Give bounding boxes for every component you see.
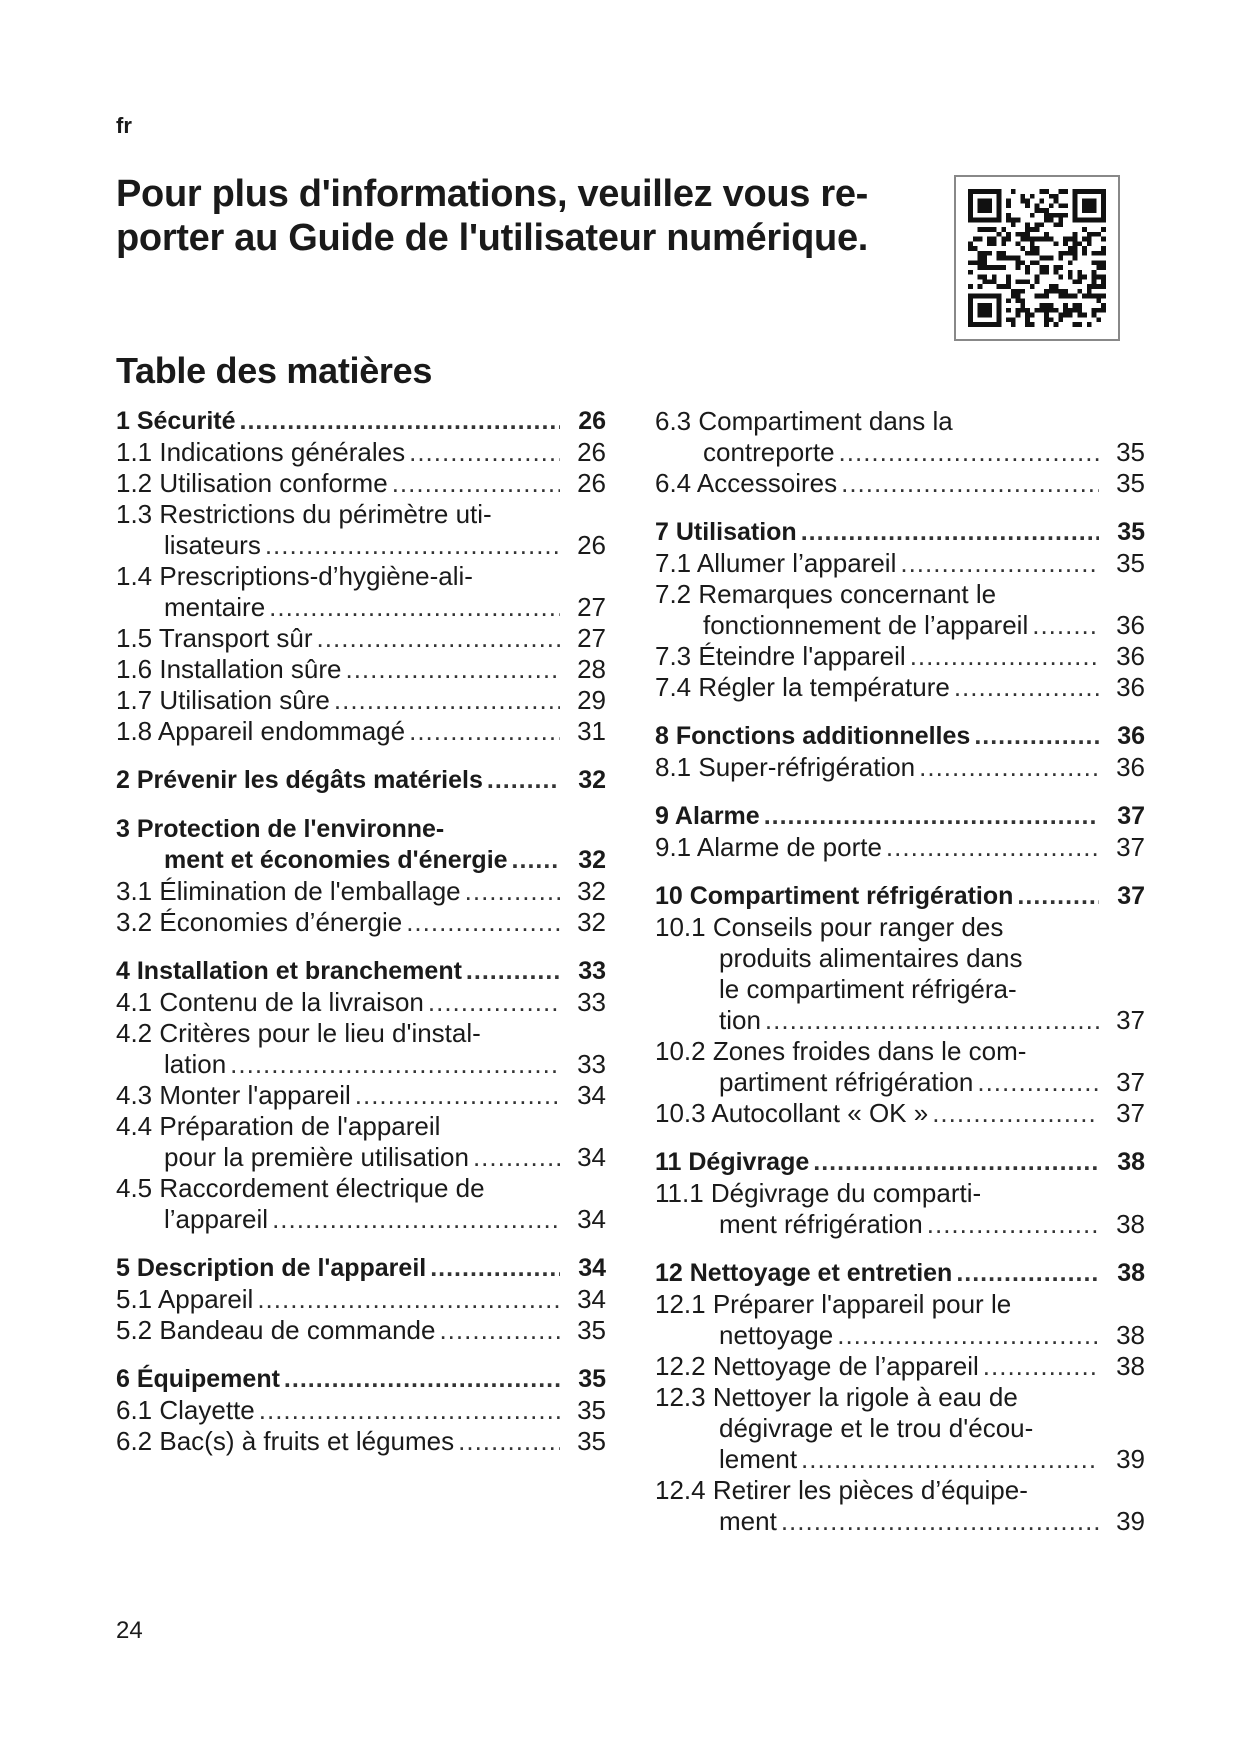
dot-leader bbox=[841, 468, 1099, 499]
toc-entry-text: 1 Sécurité bbox=[116, 407, 236, 435]
toc-section bbox=[655, 721, 1145, 783]
toc-entry-text: 1.3 Restrictions du périmètre uti- bbox=[116, 499, 492, 529]
toc-page-number: 35 bbox=[1116, 468, 1145, 498]
dot-leader bbox=[487, 765, 560, 796]
toc-entry-text: tion bbox=[719, 1005, 761, 1035]
toc-entry-text: produits alimentaires dans bbox=[719, 943, 1023, 973]
toc-subentry[interactable] bbox=[116, 685, 606, 716]
toc-section bbox=[116, 956, 606, 1235]
toc-page-number: 32 bbox=[577, 907, 606, 937]
toc-entry-text: 7.4 Régler la température bbox=[655, 672, 950, 702]
toc-subentry[interactable] bbox=[116, 1080, 606, 1111]
toc-section bbox=[655, 801, 1145, 863]
dot-leader bbox=[392, 468, 560, 499]
dot-leader bbox=[1017, 881, 1099, 912]
toc-page-number: 39 bbox=[1116, 1444, 1145, 1474]
toc-page-number: 26 bbox=[578, 407, 606, 435]
dot-leader bbox=[765, 1005, 1099, 1036]
language-label: fr bbox=[116, 113, 132, 138]
dot-leader bbox=[932, 1098, 1099, 1129]
toc-section bbox=[116, 1364, 606, 1457]
toc-page-number: 39 bbox=[1116, 1506, 1145, 1536]
dot-leader bbox=[272, 1204, 560, 1235]
toc-page-number: 34 bbox=[577, 1080, 606, 1110]
toc-subentry[interactable] bbox=[116, 654, 606, 685]
toc-entry-text: 5 Description de l'appareil bbox=[116, 1254, 427, 1282]
dot-leader bbox=[473, 1142, 560, 1173]
toc-subentry[interactable] bbox=[655, 1289, 1145, 1351]
toc-chapter[interactable] bbox=[655, 1147, 1145, 1178]
toc-entry-text: 1.6 Installation sûre bbox=[116, 654, 342, 684]
toc-chapter[interactable] bbox=[116, 1253, 606, 1284]
toc-page-number: 36 bbox=[1116, 752, 1145, 782]
toc-entry-text: 9.1 Alarme de porte bbox=[655, 832, 882, 862]
toc-page-number: 34 bbox=[578, 1254, 606, 1282]
toc-entry-text: 12.4 Retirer les pièces d’équipe- bbox=[655, 1475, 1028, 1505]
toc-page-number: 35 bbox=[578, 1365, 606, 1393]
toc-subentry[interactable] bbox=[116, 1111, 606, 1173]
toc-entry-text: 11 Dégivrage bbox=[655, 1148, 810, 1176]
toc-page-number: 34 bbox=[577, 1284, 606, 1314]
toc-entry-text: 1.8 Appareil endommagé bbox=[116, 716, 406, 746]
dot-leader bbox=[954, 672, 1099, 703]
dot-leader bbox=[269, 592, 560, 623]
toc-page-number: 36 bbox=[1116, 641, 1145, 671]
toc-subentry[interactable] bbox=[655, 1036, 1145, 1098]
toc-section bbox=[116, 814, 606, 938]
toc-subentry[interactable] bbox=[655, 548, 1145, 579]
dot-leader bbox=[406, 907, 560, 938]
dot-leader bbox=[781, 1506, 1099, 1537]
toc-page-number: 35 bbox=[577, 1426, 606, 1456]
toc-entry-text: 11.1 Dégivrage du comparti- bbox=[655, 1178, 982, 1208]
toc-subentry[interactable] bbox=[116, 1284, 606, 1315]
toc-page-number: 36 bbox=[1116, 672, 1145, 702]
toc-chapter[interactable] bbox=[655, 1258, 1145, 1289]
toc-entry-text: 8 Fonctions additionnelles bbox=[655, 722, 971, 750]
toc-page-number: 28 bbox=[577, 654, 606, 684]
toc-subentry[interactable] bbox=[116, 1395, 606, 1426]
toc-page-number: 27 bbox=[577, 592, 606, 622]
dot-leader bbox=[813, 1147, 1099, 1178]
toc-entry-text: 6.4 Accessoires bbox=[655, 468, 838, 498]
toc-subentry[interactable] bbox=[116, 987, 606, 1018]
toc-entry-text: 1.4 Prescriptions-d’hygiène-ali- bbox=[116, 561, 473, 591]
dot-leader bbox=[465, 876, 560, 907]
toc-entry-text: 8.1 Super-réfrigération bbox=[655, 752, 916, 782]
dot-leader bbox=[409, 716, 560, 747]
toc-page-number: 38 bbox=[1116, 1320, 1145, 1350]
toc-entry-text: 10.1 Conseils pour ranger des bbox=[655, 912, 1004, 942]
toc-page-number: 33 bbox=[577, 1049, 606, 1079]
qr-code-icon bbox=[954, 175, 1120, 341]
toc-section bbox=[655, 881, 1145, 1129]
dot-leader bbox=[956, 1258, 1099, 1289]
toc-left-column bbox=[116, 406, 606, 1475]
toc-page-number: 37 bbox=[1117, 802, 1145, 830]
toc-entry-text: nettoyage bbox=[719, 1320, 834, 1350]
toc-subentry[interactable] bbox=[655, 579, 1145, 641]
dot-leader bbox=[439, 1315, 560, 1346]
toc-chapter[interactable] bbox=[116, 406, 606, 437]
qr-code-graphic bbox=[968, 189, 1106, 327]
toc-page-number: 27 bbox=[577, 623, 606, 653]
toc-subentry[interactable] bbox=[655, 1382, 1145, 1475]
toc-subentry[interactable] bbox=[655, 1178, 1145, 1240]
toc-page-number: 37 bbox=[1116, 1098, 1145, 1128]
toc-subentry[interactable] bbox=[116, 876, 606, 907]
toc-page-number: 32 bbox=[578, 766, 606, 794]
toc-entry-text: 9 Alarme bbox=[655, 802, 760, 830]
dot-leader bbox=[265, 530, 560, 561]
dot-leader bbox=[345, 654, 560, 685]
dot-leader bbox=[764, 801, 1099, 832]
toc-entry-text: 1.7 Utilisation sûre bbox=[116, 685, 330, 715]
toc-subentry[interactable] bbox=[655, 406, 1145, 468]
toc-entry-text: 6.2 Bac(s) à fruits et légumes bbox=[116, 1426, 455, 1456]
toc-entry-text: 7.2 Remarques concernant le bbox=[655, 579, 997, 609]
toc-subentry[interactable] bbox=[116, 468, 606, 499]
toc-entry-text: 4.4 Préparation de l'appareil bbox=[116, 1111, 441, 1141]
toc-entry-text: lisateurs bbox=[164, 530, 261, 560]
toc-entry-text: 10 Compartiment réfrigération bbox=[655, 882, 1014, 910]
dot-leader bbox=[927, 1209, 1099, 1240]
toc-entry-text: 4.2 Critères pour le lieu d'instal- bbox=[116, 1018, 481, 1048]
toc-subentry[interactable] bbox=[655, 1351, 1145, 1382]
toc-entry-text: 1.2 Utilisation conforme bbox=[116, 468, 388, 498]
toc-entry-text: 10.3 Autocollant « OK » bbox=[655, 1098, 929, 1128]
toc-entry-text: 12.1 Préparer l'appareil pour le bbox=[655, 1289, 1012, 1319]
dot-leader bbox=[900, 548, 1099, 579]
dot-leader bbox=[428, 987, 560, 1018]
toc-subentry[interactable] bbox=[116, 716, 606, 747]
dot-leader bbox=[801, 517, 1099, 548]
toc-section bbox=[116, 406, 606, 747]
dot-leader bbox=[910, 641, 1099, 672]
headline bbox=[116, 172, 916, 260]
toc-subentry[interactable] bbox=[655, 672, 1145, 703]
toc-page-number: 34 bbox=[577, 1142, 606, 1172]
toc-page-number: 38 bbox=[1117, 1148, 1145, 1176]
toc-title: Table des matières bbox=[116, 350, 433, 391]
toc-subentry[interactable] bbox=[116, 437, 606, 468]
dot-leader bbox=[409, 437, 560, 468]
dot-leader bbox=[837, 1320, 1099, 1351]
toc-page-number: 32 bbox=[577, 876, 606, 906]
toc-subentry[interactable] bbox=[116, 907, 606, 938]
toc-entry-text: ment et économies d'énergie bbox=[164, 846, 508, 874]
toc-page-number: 35 bbox=[1117, 518, 1145, 546]
dot-leader bbox=[240, 406, 560, 437]
toc-entry-text: partiment réfrigération bbox=[719, 1067, 974, 1097]
toc-entry-text: 6.1 Clayette bbox=[116, 1395, 255, 1425]
toc-subentry[interactable] bbox=[655, 468, 1145, 499]
toc-page-number: 26 bbox=[577, 437, 606, 467]
toc-entry-text: 4.5 Raccordement électrique de bbox=[116, 1173, 485, 1203]
dot-leader bbox=[1032, 610, 1099, 641]
dot-leader bbox=[839, 437, 1099, 468]
toc-chapter[interactable] bbox=[655, 881, 1145, 912]
dot-leader bbox=[983, 1351, 1099, 1382]
toc-section bbox=[116, 1253, 606, 1346]
toc-entry-text: 2 Prévenir les dégâts matériels bbox=[116, 766, 483, 794]
toc-entry-text: 3.1 Élimination de l'emballage bbox=[116, 876, 461, 906]
toc-page-number: 34 bbox=[577, 1204, 606, 1234]
toc-subentry[interactable] bbox=[655, 832, 1145, 863]
toc-chapter[interactable] bbox=[116, 814, 606, 876]
toc-entry-text: l’appareil bbox=[164, 1204, 269, 1234]
toc-chapter[interactable] bbox=[655, 721, 1145, 752]
toc-chapter[interactable] bbox=[116, 1364, 606, 1395]
toc-subentry[interactable] bbox=[655, 641, 1145, 672]
toc-page-number: 37 bbox=[1116, 1005, 1145, 1035]
toc-subentry[interactable] bbox=[116, 1018, 606, 1080]
toc-section bbox=[116, 765, 606, 796]
toc-subentry[interactable] bbox=[116, 623, 606, 654]
toc-subentry[interactable] bbox=[116, 561, 606, 623]
toc-subentry[interactable] bbox=[655, 1098, 1145, 1129]
toc-page-number: 32 bbox=[578, 846, 606, 874]
toc-page-number: 33 bbox=[577, 987, 606, 1017]
toc-entry-text: 3 Protection de l'environne- bbox=[116, 815, 445, 843]
toc-right-column bbox=[655, 406, 1145, 1555]
toc-entry-text: 5.1 Appareil bbox=[116, 1284, 254, 1314]
toc-entry-text: 4.1 Contenu de la livraison bbox=[116, 987, 424, 1017]
toc-page-number: 35 bbox=[1116, 437, 1145, 467]
toc-page-number: 38 bbox=[1116, 1351, 1145, 1381]
dot-leader bbox=[284, 1364, 560, 1395]
toc-entry-text: 7.3 Éteindre l'appareil bbox=[655, 641, 906, 671]
dot-leader bbox=[977, 1067, 1099, 1098]
toc-section bbox=[655, 517, 1145, 703]
dot-leader bbox=[886, 832, 1099, 863]
toc-entry-text: dégivrage et le trou d'écou- bbox=[719, 1413, 1034, 1443]
toc-entry-text: 4.3 Monter l'appareil bbox=[116, 1080, 351, 1110]
toc-page-number: 35 bbox=[577, 1315, 606, 1345]
toc-entry-text: 1.5 Transport sûr bbox=[116, 623, 313, 653]
toc-subentry[interactable] bbox=[116, 1315, 606, 1346]
dot-leader bbox=[512, 845, 560, 876]
toc-section bbox=[655, 406, 1145, 499]
toc-chapter[interactable] bbox=[655, 801, 1145, 832]
toc-page-number: 29 bbox=[577, 685, 606, 715]
headline-line: Pour plus d'informations, veuillez vous re- bbox=[116, 173, 869, 215]
toc-entry-text: 1.1 Indications générales bbox=[116, 437, 406, 467]
dot-leader bbox=[355, 1080, 560, 1111]
toc-entry-text: 7.1 Allumer l’appareil bbox=[655, 548, 897, 578]
toc-page-number: 35 bbox=[577, 1395, 606, 1425]
toc-chapter[interactable] bbox=[116, 765, 606, 796]
dot-leader bbox=[458, 1426, 560, 1457]
toc-entry-text: 5.2 Bandeau de commande bbox=[116, 1315, 436, 1345]
toc-page-number: 38 bbox=[1117, 1259, 1145, 1287]
toc-subentry[interactable] bbox=[655, 752, 1145, 783]
dot-leader bbox=[230, 1049, 560, 1080]
toc-page-number: 31 bbox=[577, 716, 606, 746]
toc-chapter[interactable] bbox=[116, 956, 606, 987]
dot-leader bbox=[974, 721, 1099, 752]
toc-page-number: 35 bbox=[1116, 548, 1145, 578]
toc-subentry[interactable] bbox=[116, 1173, 606, 1235]
headline-line: porter au Guide de l'utilisateur numérique. bbox=[116, 217, 869, 259]
toc-subentry[interactable] bbox=[116, 1426, 606, 1457]
dot-leader bbox=[430, 1253, 560, 1284]
toc-page-number: 33 bbox=[578, 957, 606, 985]
toc-entry-text: contreporte bbox=[703, 437, 835, 467]
toc-entry-text: lement bbox=[719, 1444, 798, 1474]
toc-entry-text: ment réfrigération bbox=[719, 1209, 923, 1239]
toc-subentry[interactable] bbox=[655, 912, 1145, 1036]
toc-entry-text: 4 Installation et branchement bbox=[116, 957, 462, 985]
toc-page-number: 26 bbox=[577, 530, 606, 560]
toc-section bbox=[655, 1258, 1145, 1537]
toc-entry-text: le compartiment réfrigéra- bbox=[719, 974, 1017, 1004]
toc-page-number: 37 bbox=[1116, 832, 1145, 862]
toc-page-number: 36 bbox=[1117, 722, 1145, 750]
toc-subentry[interactable] bbox=[116, 499, 606, 561]
toc-page-number: 36 bbox=[1116, 610, 1145, 640]
toc-entry-text: 12 Nettoyage et entretien bbox=[655, 1259, 953, 1287]
toc-subentry[interactable] bbox=[655, 1475, 1145, 1537]
toc-page-number: 37 bbox=[1116, 1067, 1145, 1097]
toc-entry-text: 7 Utilisation bbox=[655, 518, 797, 546]
toc-entry-text: 6.3 Compartiment dans la bbox=[655, 406, 953, 436]
dot-leader bbox=[466, 956, 560, 987]
toc-section bbox=[655, 1147, 1145, 1240]
toc-entry-text: 6 Équipement bbox=[116, 1365, 280, 1393]
toc-page-number: 26 bbox=[577, 468, 606, 498]
page-number: 24 bbox=[116, 1617, 143, 1644]
toc-entry-text: 12.3 Nettoyer la rigole à eau de bbox=[655, 1382, 1018, 1412]
dot-leader bbox=[257, 1284, 560, 1315]
toc-page-number: 37 bbox=[1117, 882, 1145, 910]
dot-leader bbox=[334, 685, 560, 716]
toc-entry-text: ment bbox=[719, 1506, 777, 1536]
toc-entry-text: pour la première utilisation bbox=[164, 1142, 469, 1172]
dot-leader bbox=[259, 1395, 560, 1426]
dot-leader bbox=[801, 1444, 1099, 1475]
toc-entry-text: mentaire bbox=[164, 592, 266, 622]
toc-entry-text: fonctionnement de l’appareil bbox=[703, 610, 1029, 640]
toc-entry-text: lation bbox=[164, 1049, 227, 1079]
toc-page-number: 38 bbox=[1116, 1209, 1145, 1239]
dot-leader bbox=[317, 623, 560, 654]
dot-leader bbox=[919, 752, 1099, 783]
toc-entry-text: 12.2 Nettoyage de l’appareil bbox=[655, 1351, 979, 1381]
toc-chapter[interactable] bbox=[655, 517, 1145, 548]
toc-entry-text: 3.2 Économies d’énergie bbox=[116, 907, 403, 937]
toc-entry-text: 10.2 Zones froides dans le com- bbox=[655, 1036, 1027, 1066]
